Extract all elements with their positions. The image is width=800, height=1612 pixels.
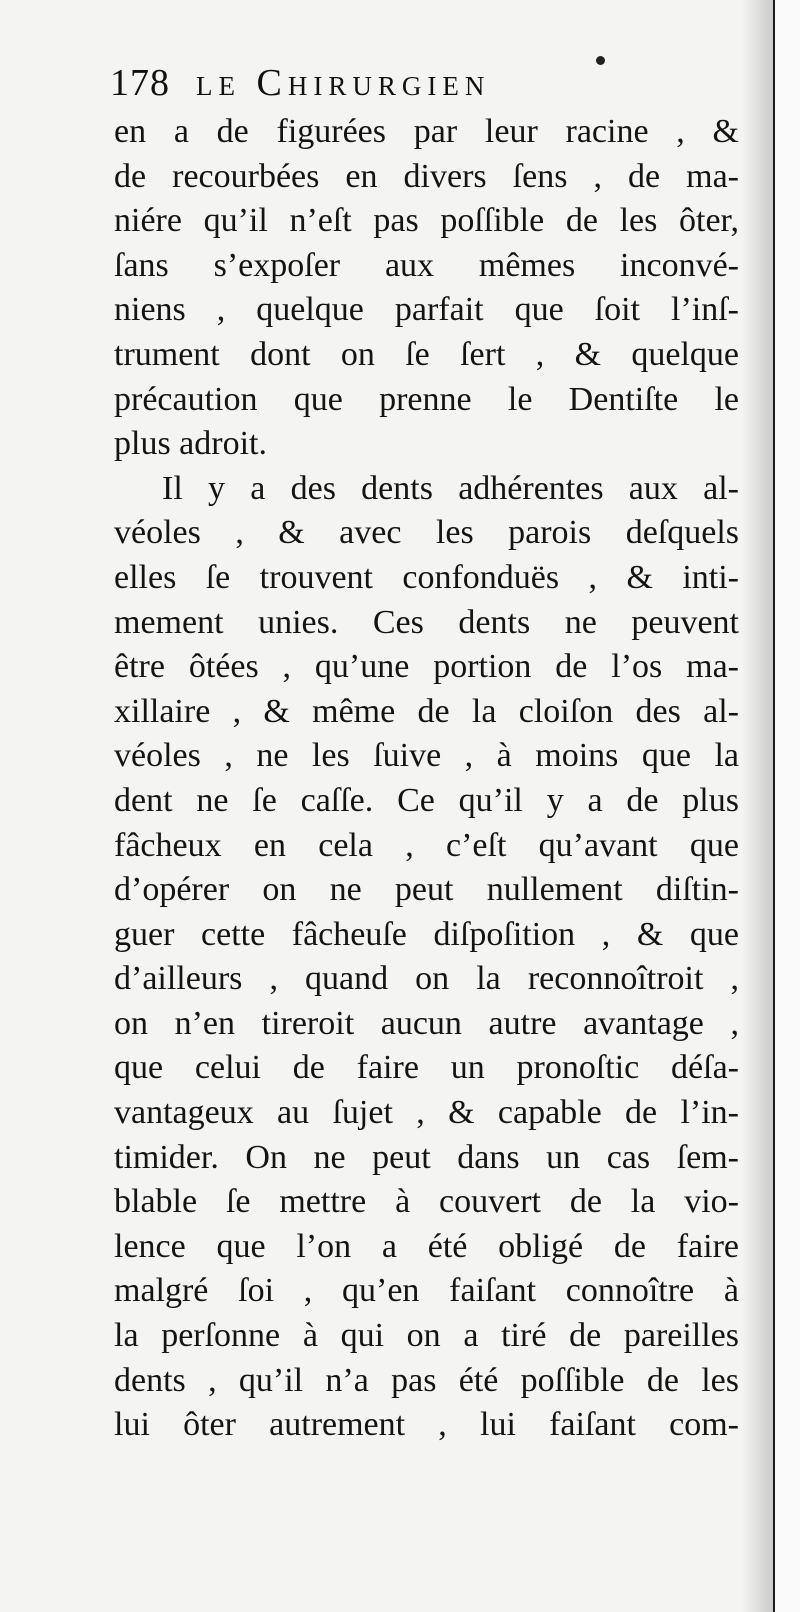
text-line: de recourbées en divers ſens , de ma- [114,157,739,195]
text-line: lence que l’on a été obligé de faire [114,1227,739,1265]
text-line: xillaire , & même de la cloiſon des al- [114,692,739,730]
text-line: malgré ſoi , qu’en faiſant connoître à [114,1272,739,1310]
gutter-shadow [742,0,775,1612]
text-line: plus adroit. [114,425,267,463]
text-line: d’opérer on ne peut nullement diſtin- [114,871,739,909]
text-line: véoles , ne les ſuive , à moins que la [114,737,739,775]
paragraph-continuation [114,110,739,467]
text-line: être ôtées , qu’une portion de l’os ma- [114,648,739,686]
text-line: niens , quelque parfait que ſoit l’inſ- [114,291,739,329]
text-line: dents , qu’il n’a pas été poſſible de les [114,1361,739,1399]
text-line: véoles , & avec les parois deſquels [114,514,739,552]
text-line: guer cette fâcheuſe diſpoſition , & que [114,915,739,953]
paragraph-adherent-teeth [114,467,739,1448]
text-line: d’ailleurs , quand on la reconnoîtroit , [114,960,739,998]
text-line: en a de figurées par leur racine , & [114,113,739,150]
text-line: on n’en tireroit aucun autre avantage , [114,1004,739,1042]
text-line: blable ſe mettre à couvert de la vio- [114,1183,739,1221]
text-line: que celui de faire un pronoſtic déſa- [114,1049,739,1087]
page-edge [773,0,800,1612]
text-line: la perſonne à qui on a tiré de pareilles [114,1317,739,1355]
text-line: niére qu’il n’eſt pas poſſible de les ôter, [114,202,739,240]
ink-spot-decoration [596,56,605,65]
text-line: précaution que prenne le Dentiſte le [114,380,739,418]
body-text [114,110,739,1448]
text-line: Il y a des dents adhérentes aux al- [162,469,739,507]
text-line: timider. On ne peut dans un cas ſem- [114,1138,739,1176]
text-line: elles ſe trouvent confonduës , & inti- [114,558,739,596]
running-head [110,64,490,102]
page-number: 178 [110,62,170,104]
text-line: lui ôter autrement , lui faiſant com- [114,1406,739,1444]
text-line: fâcheux en cela , c’eſt qu’avant que [114,826,739,864]
text-line: trument dont on ſe ſert , & quelque [114,335,739,373]
running-title: le Chirurgien [196,62,491,104]
text-line: mement unies. Ces dents ne peuvent [114,603,739,641]
text-line: dent ne ſe caſſe. Ce qu’il y a de plus [114,781,739,819]
text-line: vantageux au ſujet , & capable de l’in- [114,1094,739,1132]
text-line: ſans s’expoſer aux mêmes inconvé- [114,246,739,284]
